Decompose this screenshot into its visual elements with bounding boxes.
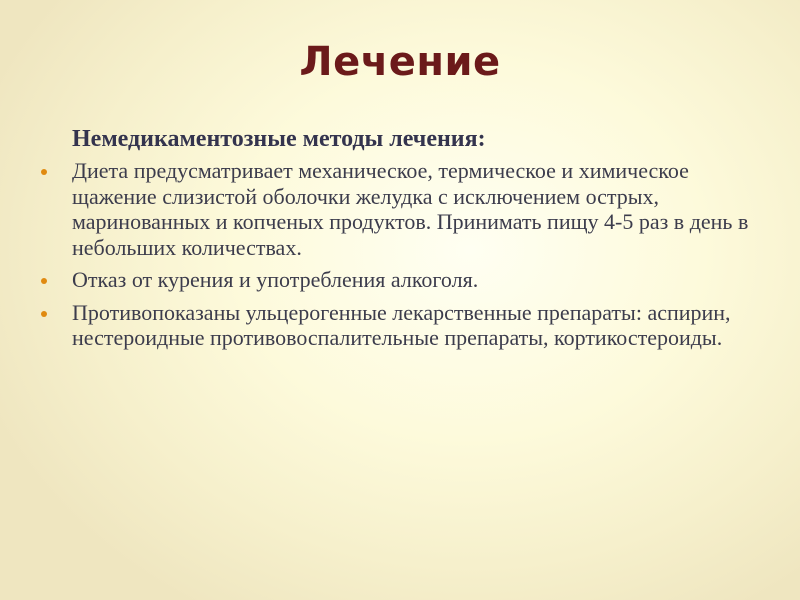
- bullet-item-diet: [72, 158, 772, 260]
- slide-title: Лечение: [299, 39, 501, 85]
- bullet-dot-icon: [41, 311, 47, 317]
- bullet-item-smoking-alcohol: [72, 267, 772, 293]
- bullet-text: Диета предусматривает механическое, термическое и химическое щажение слизистой оболочки желудка с исключением острых, маринованных и копченых продуктов. Принимать пищу 4-5 раз в день в небольших количествах.: [72, 158, 749, 260]
- slide-subheading: Немедикаментозные методы лечения:: [72, 126, 486, 152]
- bullet-text: Отказ от курения и употребления алкоголя.: [72, 267, 479, 292]
- bullet-text: Противопоказаны ульцерогенные лекарственные препараты: аспирин, нестероидные противовоспалительные препараты, кортикостероиды.: [72, 299, 731, 350]
- bullet-dot-icon: [41, 278, 47, 284]
- bullet-list: [72, 158, 772, 358]
- bullet-dot-icon: [41, 169, 47, 175]
- bullet-item-contraindicated-drugs: [72, 300, 772, 351]
